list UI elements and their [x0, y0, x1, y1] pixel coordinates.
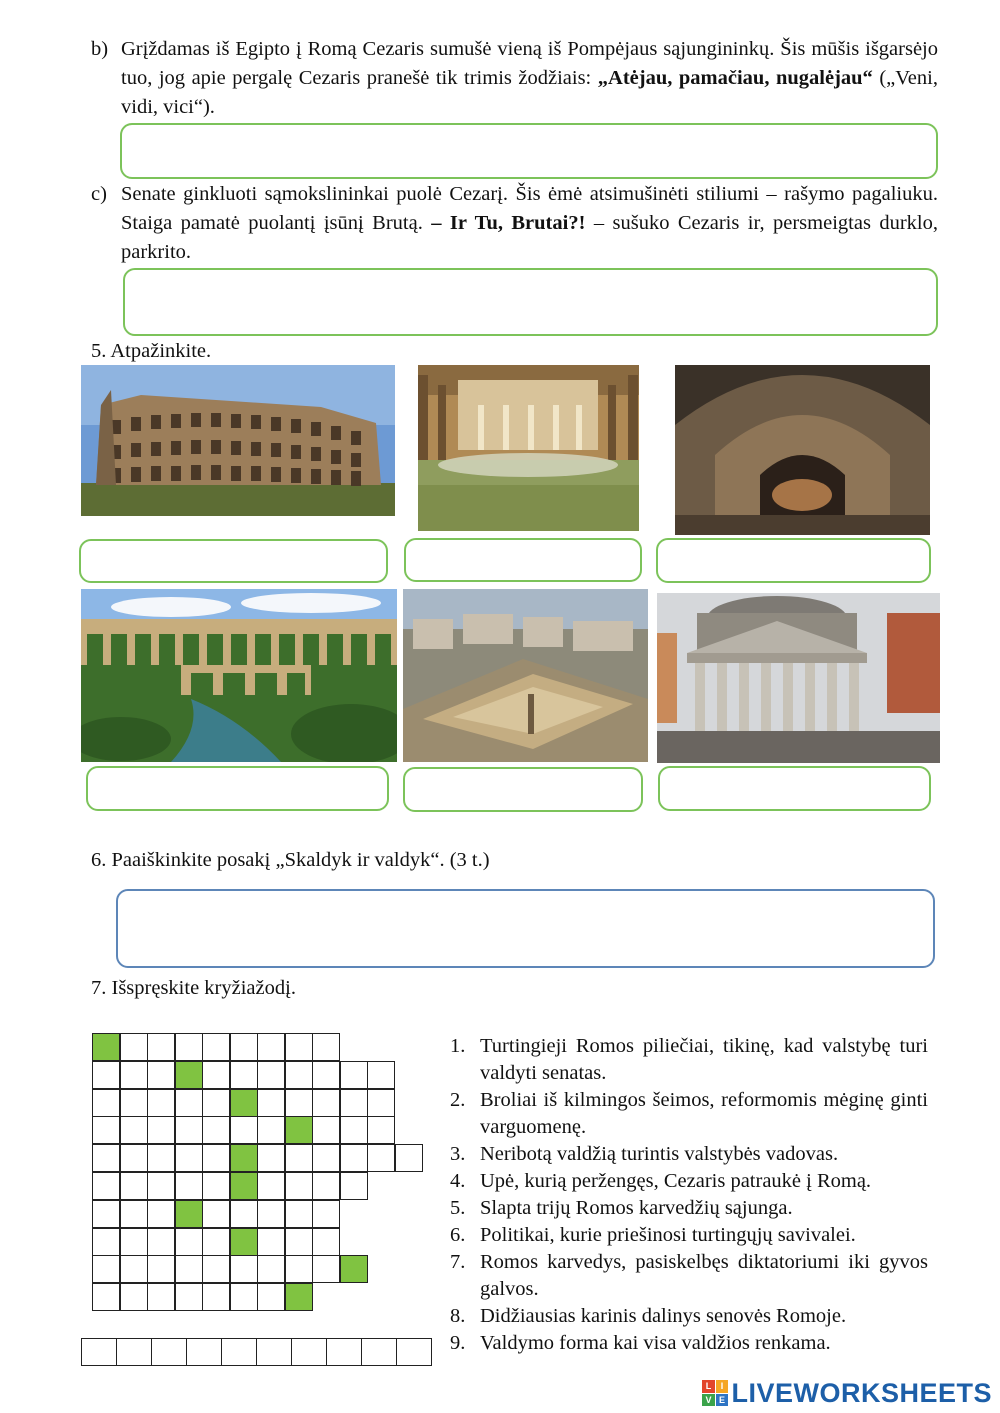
crossword-cell[interactable]	[230, 1228, 258, 1256]
task-c-text: Senate ginkluoti sąmokslininkai puolė Cezarį. Šis ėmė atsimušinėti stiliumi – rašymo pagaliuku. Staiga pamatė puolantį įsūnį Brutą. – Ir Tu, Brutai?! – sušuko Cezaris ir, persmeigtas durklo, parkrito.	[121, 183, 938, 263]
crossword-cell[interactable]	[285, 1228, 313, 1256]
crossword-cell[interactable]	[230, 1089, 258, 1117]
crossword-cell[interactable]	[285, 1200, 313, 1228]
clue-text: Broliai iš kilmingos šeimos, reformomis mėginę ginti varguomenę.	[480, 1089, 928, 1138]
answer-row-cell[interactable]	[396, 1338, 432, 1366]
clue-text: Slapta trijų Romos karvedžių sąjunga.	[480, 1197, 793, 1219]
task-c-marker: c)	[91, 183, 107, 205]
answer-box-b[interactable]	[120, 123, 938, 179]
crossword-cell[interactable]	[175, 1283, 203, 1311]
crossword-cell[interactable]	[175, 1061, 203, 1089]
answer-row-cell[interactable]	[361, 1338, 397, 1366]
crossword-cell[interactable]	[285, 1033, 313, 1061]
crossword-clue	[450, 1222, 928, 1249]
clue-text: Upė, kurią peržengęs, Cezaris patraukė į Romą.	[480, 1170, 872, 1192]
answer-box-c[interactable]	[123, 268, 938, 336]
crossword-cell[interactable]	[92, 1255, 120, 1283]
crossword-cell[interactable]	[202, 1172, 230, 1200]
crossword-cell[interactable]	[175, 1200, 203, 1228]
crossword-cell[interactable]	[147, 1089, 175, 1117]
crossword-cell[interactable]	[230, 1172, 258, 1200]
crossword-cell[interactable]	[230, 1255, 258, 1283]
circus-image	[403, 589, 648, 762]
crossword-cell[interactable]	[230, 1144, 258, 1172]
crossword-clue	[450, 1330, 928, 1357]
crossword-cell[interactable]	[120, 1228, 148, 1256]
pantheon-image	[657, 593, 940, 763]
clue-text: Turtingieji Romos piliečiai, tikinę, kad valstybę turi valdyti senatas.	[480, 1035, 928, 1084]
crossword-cell[interactable]	[257, 1089, 285, 1117]
crossword-cell[interactable]	[147, 1061, 175, 1089]
crossword-cell[interactable]	[257, 1144, 285, 1172]
crossword-cell[interactable]	[285, 1089, 313, 1117]
clue-number: 4.	[450, 1170, 466, 1192]
crossword-clue	[450, 1195, 928, 1222]
crossword-cell[interactable]	[120, 1089, 148, 1117]
crossword-cell[interactable]	[257, 1255, 285, 1283]
roman-baths-image	[418, 365, 639, 531]
answer-box-5-1[interactable]	[79, 539, 388, 583]
task-b-marker: b)	[91, 38, 109, 60]
answer-box-5-2[interactable]	[404, 538, 642, 582]
crossword-cell[interactable]	[257, 1033, 285, 1061]
crossword-cell[interactable]	[285, 1283, 313, 1311]
clue-text: Didžiausias karinis dalinys senovės Romoje.	[480, 1305, 847, 1327]
crossword-cell[interactable]	[92, 1089, 120, 1117]
crossword-cell[interactable]	[202, 1255, 230, 1283]
crossword-cell[interactable]	[147, 1116, 175, 1144]
task-c-quote: – Ir Tu, Brutai?!	[431, 212, 586, 234]
crossword-clue	[450, 1087, 928, 1141]
crossword-cell[interactable]	[202, 1089, 230, 1117]
crossword-cell[interactable]	[120, 1061, 148, 1089]
clue-text: Neribotą valdžią turintis valstybės vadovas.	[480, 1143, 839, 1165]
clue-number: 1.	[450, 1035, 466, 1057]
clue-text: Valdymo forma kai visa valdžios renkama.	[480, 1332, 831, 1354]
clue-text: Politikai, kurie priešinosi turtingųjų savivalei.	[480, 1224, 856, 1246]
crossword-cell[interactable]	[230, 1283, 258, 1311]
clue-number: 3.	[450, 1143, 466, 1165]
crossword-cell[interactable]	[92, 1033, 120, 1061]
answer-row-cell[interactable]	[186, 1338, 222, 1366]
crossword-cell[interactable]	[367, 1089, 395, 1117]
task-6-heading: 6. Paaiškinkite posakį „Skaldyk ir valdyk“. (3 t.)	[91, 849, 490, 871]
crossword-cell[interactable]	[230, 1033, 258, 1061]
task-b-text: Grįždamas iš Egipto į Romą Cezaris sumušė vieną iš Pompėjaus sąjungininkų. Šis mūšis išgarsėjo tuo, jog apie pergalę Cezaris pranešė tik trimis žodžiais: „Atėjau, pamačiau, nugalėjau“ („Veni, vidi, vici“).	[121, 38, 938, 118]
logo-icon: L I V E	[702, 1380, 728, 1406]
crossword-cell[interactable]	[202, 1033, 230, 1061]
crossword-cell[interactable]	[92, 1228, 120, 1256]
crossword-cell[interactable]	[312, 1172, 340, 1200]
aqueduct-image	[81, 589, 397, 762]
crossword-cell[interactable]	[92, 1061, 120, 1089]
answer-box-6[interactable]	[116, 889, 935, 968]
crossword-cell[interactable]	[175, 1089, 203, 1117]
crossword-cell[interactable]	[285, 1172, 313, 1200]
task-b-quote: „Atėjau, pamačiau, nugalėjau“	[597, 67, 873, 89]
task-7-heading: 7. Išspręskite kryžiažodį.	[91, 977, 296, 999]
crossword-cell[interactable]	[312, 1228, 340, 1256]
crossword-cell[interactable]	[257, 1116, 285, 1144]
answer-row-cell[interactable]	[151, 1338, 187, 1366]
crossword-cell[interactable]	[257, 1283, 285, 1311]
crossword-cell[interactable]	[312, 1116, 340, 1144]
crossword-cell[interactable]	[340, 1116, 368, 1144]
clue-text: Romos karvedys, pasiskelbęs diktatoriumi iki gyvos galvos.	[480, 1251, 928, 1300]
crossword-cell[interactable]	[367, 1116, 395, 1144]
colosseum-image	[81, 365, 395, 516]
crossword-cell[interactable]	[285, 1116, 313, 1144]
crossword-cell[interactable]	[147, 1033, 175, 1061]
crossword-cell[interactable]	[312, 1255, 340, 1283]
crossword-cell[interactable]	[120, 1033, 148, 1061]
crossword-cell[interactable]	[175, 1116, 203, 1144]
crossword-cell[interactable]	[175, 1255, 203, 1283]
crossword-cell[interactable]	[202, 1116, 230, 1144]
crossword-cell[interactable]	[147, 1283, 175, 1311]
answer-box-5-5[interactable]	[403, 767, 643, 812]
answer-box-5-6[interactable]	[658, 766, 931, 811]
crossword-cell[interactable]	[147, 1228, 175, 1256]
crossword-cell[interactable]	[395, 1144, 423, 1172]
clue-number: 8.	[450, 1305, 466, 1327]
crossword-clue	[450, 1249, 928, 1303]
crossword-cell[interactable]	[147, 1255, 175, 1283]
crossword-cell[interactable]	[175, 1228, 203, 1256]
clue-number: 7.	[450, 1251, 466, 1273]
crossword-cell[interactable]	[92, 1116, 120, 1144]
clue-number: 9.	[450, 1332, 466, 1354]
crossword-cell[interactable]	[202, 1228, 230, 1256]
crossword-cell[interactable]	[257, 1061, 285, 1089]
crossword-cell[interactable]	[175, 1144, 203, 1172]
crossword-clue	[450, 1033, 928, 1087]
tunnel-image	[675, 365, 930, 535]
task-5-heading: 5. Atpažinkite.	[91, 340, 212, 362]
crossword-cell[interactable]	[92, 1200, 120, 1228]
crossword-cell[interactable]	[120, 1200, 148, 1228]
answer-row-cell[interactable]	[256, 1338, 292, 1366]
answer-row-cell[interactable]	[291, 1338, 327, 1366]
crossword-cell[interactable]	[340, 1255, 368, 1283]
crossword-clue	[450, 1168, 928, 1195]
crossword-cell[interactable]	[312, 1061, 340, 1089]
crossword-cell[interactable]	[257, 1200, 285, 1228]
clue-number: 6.	[450, 1224, 466, 1246]
crossword-cell[interactable]	[257, 1172, 285, 1200]
crossword-cell[interactable]	[147, 1172, 175, 1200]
crossword-cell[interactable]	[202, 1061, 230, 1089]
crossword-cell[interactable]	[285, 1061, 313, 1089]
crossword-clue	[450, 1303, 928, 1330]
crossword-cell[interactable]	[120, 1116, 148, 1144]
logo-text: LIVEWORKSHEETS	[731, 1377, 992, 1408]
crossword-cell[interactable]	[312, 1033, 340, 1061]
crossword-cell[interactable]	[340, 1172, 368, 1200]
crossword-cell[interactable]	[285, 1255, 313, 1283]
crossword-cell[interactable]	[147, 1200, 175, 1228]
crossword-cell[interactable]	[312, 1144, 340, 1172]
crossword-cell[interactable]	[202, 1283, 230, 1311]
answer-row-cell[interactable]	[116, 1338, 152, 1366]
crossword-cell[interactable]	[230, 1200, 258, 1228]
crossword-cell[interactable]	[120, 1144, 148, 1172]
clue-number: 5.	[450, 1197, 466, 1219]
crossword-cell[interactable]	[175, 1033, 203, 1061]
crossword-cell[interactable]	[340, 1061, 368, 1089]
crossword-cell[interactable]	[312, 1200, 340, 1228]
crossword-cell[interactable]	[230, 1061, 258, 1089]
crossword-cell[interactable]	[367, 1144, 395, 1172]
crossword-cell[interactable]	[120, 1172, 148, 1200]
answer-box-5-3[interactable]	[656, 538, 931, 583]
answer-row-cell[interactable]	[326, 1338, 362, 1366]
crossword-cell[interactable]	[230, 1116, 258, 1144]
crossword-cell[interactable]	[312, 1089, 340, 1117]
crossword-cell[interactable]	[92, 1172, 120, 1200]
crossword-cell[interactable]	[202, 1200, 230, 1228]
crossword-cell[interactable]	[120, 1283, 148, 1311]
answer-row-cell[interactable]	[221, 1338, 257, 1366]
crossword-cell[interactable]	[92, 1283, 120, 1311]
crossword-cell[interactable]	[202, 1144, 230, 1172]
liveworksheets-logo	[702, 1378, 992, 1408]
crossword-cell[interactable]	[147, 1144, 175, 1172]
crossword-cell[interactable]	[175, 1172, 203, 1200]
clue-number: 2.	[450, 1089, 466, 1111]
crossword-cell[interactable]	[257, 1228, 285, 1256]
crossword-cell[interactable]	[367, 1061, 395, 1089]
crossword-cell[interactable]	[285, 1144, 313, 1172]
crossword-cell[interactable]	[120, 1255, 148, 1283]
crossword-cell[interactable]	[340, 1089, 368, 1117]
answer-row-cell[interactable]	[81, 1338, 117, 1366]
answer-box-5-4[interactable]	[86, 766, 389, 811]
crossword-clue	[450, 1141, 928, 1168]
crossword-cell[interactable]	[340, 1144, 368, 1172]
crossword-cell[interactable]	[92, 1144, 120, 1172]
